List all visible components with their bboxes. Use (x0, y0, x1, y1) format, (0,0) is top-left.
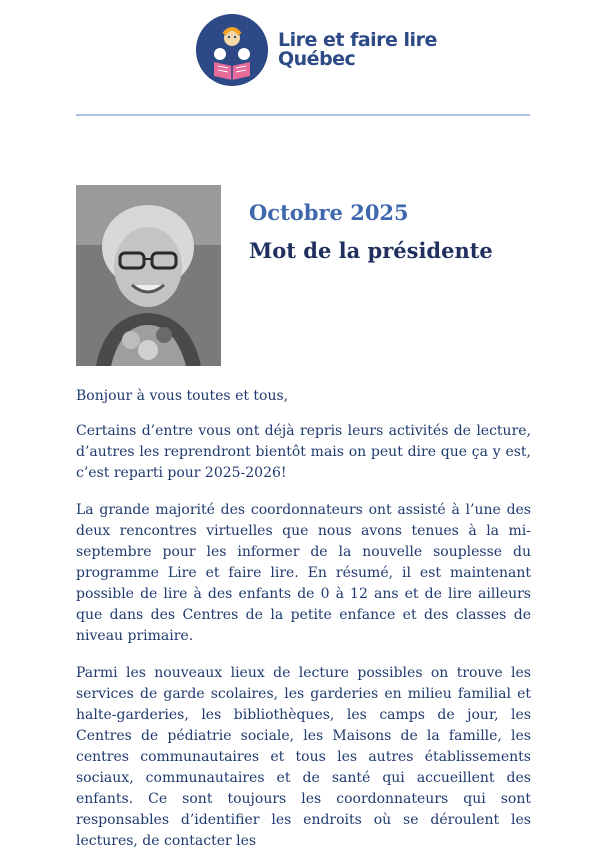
article-title: Mot de la présidente (249, 238, 493, 263)
logo-wordmark (278, 31, 437, 69)
logo[interactable] (196, 14, 437, 86)
issue-date: Octobre 2025 (249, 200, 409, 225)
greeting-paragraph: Bonjour à vous toutes et tous, (76, 388, 289, 404)
body-paragraph: Parmi les nouveaux lieux de lecture possibles on trouve les services de garde scolaires, les garderies en milieu familial et halte-garderies, les bibliothèques, les camps de jour, les Centres de pédiatrie sociale, les Maisons de la famille, les centres communautaires et tous les autres établissements sociaux, communautaires et de santé qui accueillent des enfants. Ce sont toujours les coordonnateurs qui sont responsables d’identifier les endroits où se déroulent les lectures, de contacter les (76, 665, 531, 849)
newsletter-header (0, 0, 612, 112)
logo-line-2: Québec (278, 48, 356, 70)
article-body (76, 386, 531, 868)
logo-line-1: Lire et faire lire (278, 29, 437, 51)
logo-emblem-icon (196, 14, 268, 86)
president-photo (76, 185, 221, 366)
body-paragraph: La grande majorité des coordonnateurs ont assisté à l’une des deux rencontres virtuelles que nous avons tenues à la mi-septembre pour les informer de la nouvelle souplesse du programme Lire et faire lire. En résumé, il est maintenant possible de lire à des enfants de 0 à 12 ans et de lire ailleurs que dans des Centres de la petite enfance et des classes de niveau primaire. (76, 502, 531, 644)
header-divider (76, 114, 530, 116)
body-paragraph: Certains d’entre vous ont déjà repris leurs activités de lecture, d’autres les reprendront bientôt mais on peut dire que ça y est, c’est reparti pour 2025-2026! (76, 423, 531, 481)
